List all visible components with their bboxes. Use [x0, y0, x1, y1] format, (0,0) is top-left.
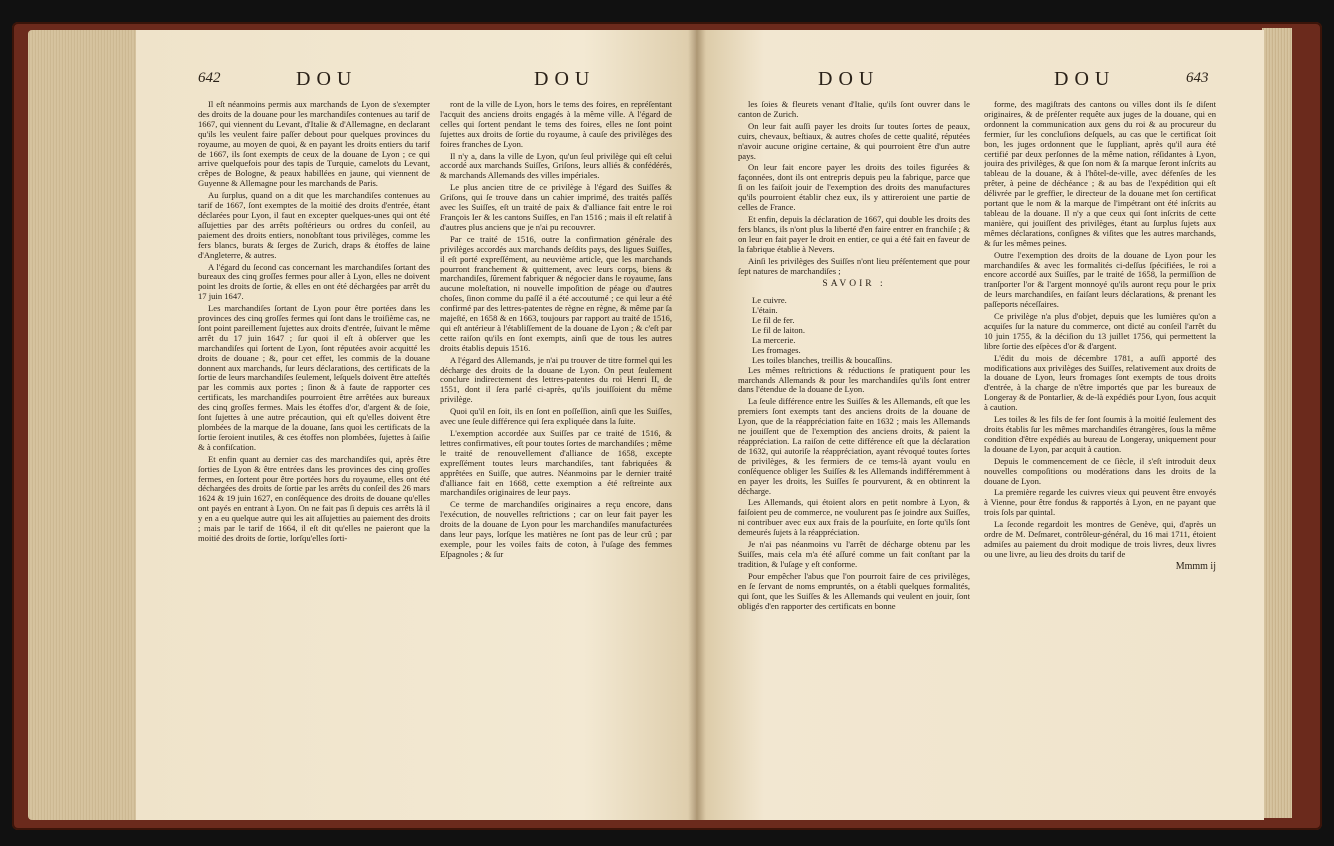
savoir-heading: SAVOIR :: [822, 279, 886, 290]
running-head-right-1: DOU: [818, 68, 880, 90]
paragraph: L'exemption accordée aux Suiſſes par ce traité de 1516, & lettres confirmatives, eſt pour toutes ſortes de marchandiſes ; même le traité de renouvellement d'alliance de 1658, excepte expreſſément toutes leurs marchandiſes, tant fabriquées & apprêtées en Suiſſe, que autres. Néanmoins par le dernier traité d'alliance fait en 1668, cette exemption a été reſtreinte aux marchandiſes originaires de leur pays.: [440, 428, 672, 498]
paragraph: les ſoies & fleurets venant d'Italie, qu'ils ſont ouvrer dans le canton de Zurich.: [738, 100, 970, 119]
paragraph: Il n'y a, dans la ville de Lyon, qu'un ſeul privilège qui eſt celui accordé aux marchands Suiſſes, Griſons, leurs alliés & confédérés, & marchands Allemands des villes impériales.: [440, 150, 672, 181]
paragraph: Les marchandiſes ſortant de Lyon pour être portées dans les provinces des cinq groſſes fermes qui ſont dans le troiſième cas, ne ſont point pareillement ſujettes aux droits d'entrée, ſuivant le même arrêt du 17 juin 1647 ; ſur quoi il eſt à obſerver que les marchandiſes qui ſortent de Lyon, ſont réputées avoir acquitté les droits de douane ; &, pour cet effet, les commis de la douane donnent aux marchands, ſur leurs déclarations, des certificats de la ſortie de leurs marchandiſes ſeulement, leſquels doivent être atteſtés par les commis aux portes ; ſinon & à faute de rapporter ces certificats, les marchandiſes pourroient être arrêtées aux bureaux des cinq groſſes fermes. Mais les étoffes d'or, d'argent & de ſoie, ſont ſujettes à une autre précaution, qui eſt qu'elles doivent être plombées de la marque de la douane, ſans quoi les certificats de la ſortie ſeroient inutiles, & ces étoffes non plombées, ſujettes à ſaiſie & à confiſcation.: [198, 303, 430, 452]
paragraph: Les Allemands, qui étoient alors en petit nombre à Lyon, & faiſoient peu de commerce, ne voulurent pas ſe joindre aux Suiſſes, ni contribuer avec eux aux frais de la pourſuite, en ſorte qu'ils ſont demeurés ſujets à la réappréciation.: [738, 497, 970, 538]
list-item: Les fromages.: [752, 344, 801, 355]
paragraph: Et enfin, depuis la déclaration de 1667, qui double les droits des fers blancs, ils n'ont plus la liberté d'en faire entrer en franchiſe ; & on leur en fait payer le droit en entier, ce qui a été fait en faveur de la fabrique établie à Nevers.: [738, 213, 970, 254]
paragraph: Il eſt néanmoins permis aux marchands de Lyon de s'exempter des droits de la douane pour les marchandiſes contenues au tarif de 1667, qui viennent du Levant, d'Italie & d'Allemagne, en declarant qu'ils les veulent faire paſſer debout pour quelques provinces du royaume, au moyen de quoi, & en payant les droits entiers du tarif de 1667, ils ſont exempts de ceux de la douane de Lyon ; ce qui arrive quelquefois pour des tapis de Turquie, camelots du Levant, crêpes de Bologne, & peaux habillées en jaune, qui viennent de Guyenne & Allemagne pour les marchands de Paris.: [198, 100, 430, 189]
paragraph: On leur fait auſſi payer les droits ſur toutes ſortes de peaux, cuirs, chevaux, beſtiaux, & autres choſes de cette qualité, réputées n'avoir aucune origine certaine, & qui pourroient être d'un autre pays.: [738, 120, 970, 161]
list-item: L'étain.: [752, 305, 778, 316]
left-column-2: [440, 100, 672, 800]
paragraph: Le plus ancien titre de ce privilège à l'égard des Suiſſes & Griſons, qui ſe trouve dans un cahier imprimé, des traités paſſés avec les Suiſſes, eſt un traité de paix & d'alliance fait entre le roi François Ier & les cantons Suiſſes, en l'an 1516 ; mais il eſt relatif à d'autres plus anciens que je n'ai pu recouvrer.: [440, 182, 672, 232]
paragraph: forme, des magiſtrats des cantons ou villes dont ils ſe diſent originaires, & de préſenter requête aux juges de la douane, qui en ordonnent la communication aux gens du roi & au procureur du fermier, ſur les concluſions deſquels, au cas que le certificat ſoit bon, les juges ordonnent que le ſuppliant, après qu'il aura été certifié par deux perſonnes de la même nation, réſidantes à Lyon, jouira des privilèges, & que ſon nom & ſa marque ſeront inſcrits au tableau de la douane, & à l'hôtel-de-ville, avec défenſes de les prêter, à peine de déchéance ; & au bas de l'expédition qui eſt délivrée par le greffier, le directeur de la douane met ſon certificat portant que le nom & la marque de l'impétrant ont été inſcrits au tableau de la douane. Il n'y a que ceux qui ſont inſcrits de cette manière, qui jouiſſent des privilèges, étant au ſurplus ſujets aux mêmes déclarations, conſignes & viſites que les autres marchands, & ſur les mêmes peines.: [984, 100, 1216, 248]
list-item: Les toiles blanches, treillis & boucaſſins.: [752, 354, 893, 365]
paragraph: La première regarde les cuivres vieux qui peuvent être envoyés à Vienne, pour être fondus & rapportés à Lyon, en ne payant que trois ſols par quintal.: [984, 487, 1216, 518]
page-edges-right: [1262, 28, 1292, 818]
paragraph: Ce terme de marchandiſes originaires a reçu encore, dans l'exécution, de nouvelles reſtrictions ; car on leur fait payer les droits de la douane de Lyon pour les marchandiſes manufacturées dans leur pays, lorſque les matières ne ſont pas de leur crû ; par exemple, pour les voiles faits de coton, à l'uſage des femmes Eſpagnoles ; & ſur: [440, 499, 672, 559]
paragraph: Les toiles & les fils de fer ſont ſoumis à la moitié ſeulement des droits établis ſur les mêmes marchandiſes étrangères, ſous la même condition d'être expédiés au bureau de Longeray, uniquement pour la douane de Lyon, par acquit à caution.: [984, 414, 1216, 454]
paragraph: La ſeule différence entre les Suiſſes & les Allemands, eſt que les premiers ſont exempts tant des anciens droits de la douane de Lyon, que de la réappréciation faite en 1632 ; mais les Allemands ne jouiſſent que de l'exemption des anciens droits, & paient la réappréciation. La raiſon de cette différence eſt que la déclaration de 1632, qui autoriſe la réappréciation, ayant révoqué toutes ſortes de privilèges, & les fermiers de ce tems-là ayant voulu en conſéquence obliger les Suiſſes & les Allemands indifféremment à en payer les droits, les Suiſſes ſe pourvurent, & en obtinrent la décharge.: [738, 396, 970, 496]
list-item: Le fil de fer.: [752, 315, 795, 326]
page-number-left: 642: [198, 70, 221, 86]
paragraph: Quoi qu'il en ſoit, ils en ſont en poſſeſſion, ainſi que les Suiſſes, avec une ſeule différence qui ſera expliquée dans la ſuite.: [440, 406, 672, 427]
signature-mark: Mmmm ij: [1175, 560, 1216, 572]
paragraph: A l'égard des Allemands, je n'ai pu trouver de titre formel qui les décharge des droits de la douane de Lyon. On peut ſeulement conclure indirectement des lettres-patentes du roi Henri II, de 1551, dont il ſera parlé ci-après, qu'ils jouiſſoient du même privilège.: [440, 354, 672, 405]
list-item: Le fil de laiton.: [752, 325, 805, 336]
right-page: [696, 30, 1264, 820]
paragraph: L'édit du mois de décembre 1781, a auſſi apporté des modifications aux privilèges des Suiſſes, relativement aux droits de la douane de Lyon, leurs fromages ſont exempts de tous droits d'entrée, à la charge de n'être importés que par les bureaux de Longeray & de Pontarlier, & de-là expédiés pour Lyon, ſous acquit à caution.: [984, 352, 1216, 413]
running-head-left-2: DOU: [534, 68, 596, 90]
paragraph: Par ce traité de 1516, outre la confirmation générale des privilèges accordés aux marchands deſdits pays, des ligues Suiſſes, il eſt porté expreſſément, au neuvième article, que les marchands pourront franchement & quittement, avec leurs corps, biens & marchandiſes, ſûrement fabriquer & négocier dans le royaume, ſans aucune moleſtation, ni nouvelle impoſition de péage ou d'autres choſes, ſinon comme du paſſé il a été accoutumé ; ce qui leur a été confirmé par des lettres-patentes de règne en règne, & même par ſa majeſté, en 1658 & en 1663, toujours par rapport au traité de 1516, qui eſt antérieur à l'établiſſement de la douane de Lyon ; & c'eſt par cette raiſon qu'ils en ſont exempts, ainſi que de tous les autres droits établis depuis 1516.: [440, 233, 672, 353]
left-page: [136, 30, 696, 820]
list-item: Le cuivre.: [752, 295, 787, 306]
paragraph: Ainſi les privilèges des Suiſſes n'ont lieu préſentement que pour ſept natures de marchandiſes ;: [738, 255, 970, 276]
paragraph: A l'égard du ſecond cas concernant les marchandiſes ſortant des bureaux des cinq groſſes fermes pour aller à Lyon, elles ne doivent point les droits de ſortie, & elles en ont été déchargées par arrêt du 17 juin 1647.: [198, 261, 430, 302]
paragraph: La ſeconde regardoit les montres de Genève, qui, d'après un ordre de M. Deſmaret, contrôleur-général, du 16 mai 1711, étoient admiſes au paiement du droit modique de trois livres, deux livres ou une livre, au lieu des droits du tarif de: [984, 519, 1216, 559]
paragraph: Ce privilège n'a plus d'objet, depuis que les lumières qu'on a acquiſes ſur la nature du commerce, ont dicté au conſeil l'arrêt du 10 juin 1755, & la déciſion du 13 juillet 1756, qui permettent la libre ſortie des eſpèces d'or & d'argent.: [984, 311, 1216, 351]
right-column-1: [738, 100, 970, 800]
book-gutter: [688, 30, 706, 820]
right-header: [696, 66, 1264, 96]
paragraph: On leur fait encore payer les droits des toiles figurées & façonnées, dont ils ont entrepris depuis peu la fabrique, parce que ſi on les faiſoit jouir de l'exemption des droits des manufactures qu'ils pourroient établir chez eux, ils y attireroient une partie de celles de France.: [738, 162, 970, 213]
paragraph: Depuis le commencement de ce ſiècle, il s'eſt introduit deux nouvelles compoſitions ou modérations dans les droits de la douane de Lyon.: [984, 455, 1216, 486]
right-column-2: [984, 100, 1216, 800]
running-head-left-1: DOU: [296, 68, 358, 90]
running-head-right-2: DOU: [1054, 68, 1116, 90]
paragraph: ront de la ville de Lyon, hors le tems des foires, en repréſentant l'acquit des anciens droits engagés à la même ville. A l'égard de celles qui ſortent pendant le tems des foires, elles ne ſont point ſujettes aux droits de ſortie du royaume, à cauſe des privilèges des foires franches de Lyon.: [440, 100, 672, 149]
paragraph: Outre l'exemption des droits de la douane de Lyon pour les marchandiſes & avec les formalités ci-deſſus ſpécifiées, le roi a encore accordé aux Suiſſes, par le traité de 1658, la permiſſion de tranſporter l'or & l'argent monnoyé qu'ils auront reçu pour le prix de leurs marchandiſes, en faiſant leurs déclarations, & prenant les paſſeports néceſſaires.: [984, 249, 1216, 310]
paragraph: Au ſurplus, quand on a dit que les marchandiſes contenues au tarif de 1667, ſont exemptes de la moitié des droits d'entrée, étant déclarées pour Lyon, il faut en excepter quelques-unes qui ont été aſſujetties par des arrêts poſtérieurs ou ordres du conſeil, au paiement des droits entiers, nonobſtant tous privilèges, comme les fers blancs, burats & ſerges de Zurich, draps & étoffes de laine d'Angleterre, & autres.: [198, 190, 430, 260]
paragraph: Pour empêcher l'abus que l'on pourroit faire de ces privilèges, en ſe ſervant de noms empruntés, on a établi quelques formalités, qui ſont, que les Suiſſes & les Allemands qui veulent en jouir, ſont obligés d'en rapporter des certificats en bonne: [738, 570, 970, 611]
paragraph: Et enfin quant au dernier cas des marchandiſes qui, après être ſorties de Lyon & être entrées dans les provinces des cinq groſſes fermes, en ſortent pour être portées hors du royaume, elles ont été déchargées des droits de ſortie par les arrêts du conſeil des 26 mars 1624 & 19 juin 1627, en conſéquence des droits de douane qu'elles ont payés en entrant à Lyon. On ne fait pas ſi depuis ces arrêts là il y en a eu quelque autre qui les ait aſſujetties au paiement des droits ; mais par le tarif de 1664, il eſt dit qu'elles ne paieront que la moitié des droits de ſortie, lorſqu'elles ſorti-: [198, 453, 430, 543]
paragraph: Les mêmes reſtrictions & réductions ſe pratiquent pour les marchands Allemands & pour les marchandiſes qu'ils ſont entrer dans l'étendue de la douane de Lyon.: [738, 364, 970, 395]
page-edges-left: [28, 30, 138, 820]
page-number-right: 643: [1186, 70, 1209, 86]
left-header: [136, 66, 696, 96]
paragraph: Je n'ai pas néanmoins vu l'arrêt de décharge obtenu par les Suiſſes, mais cela m'a été aſſuré comme un fait conſtant par la tradition, & l'uſage y eſt conforme.: [738, 539, 970, 569]
left-column-1: [198, 100, 430, 800]
list-item: La mercerie.: [752, 334, 796, 345]
